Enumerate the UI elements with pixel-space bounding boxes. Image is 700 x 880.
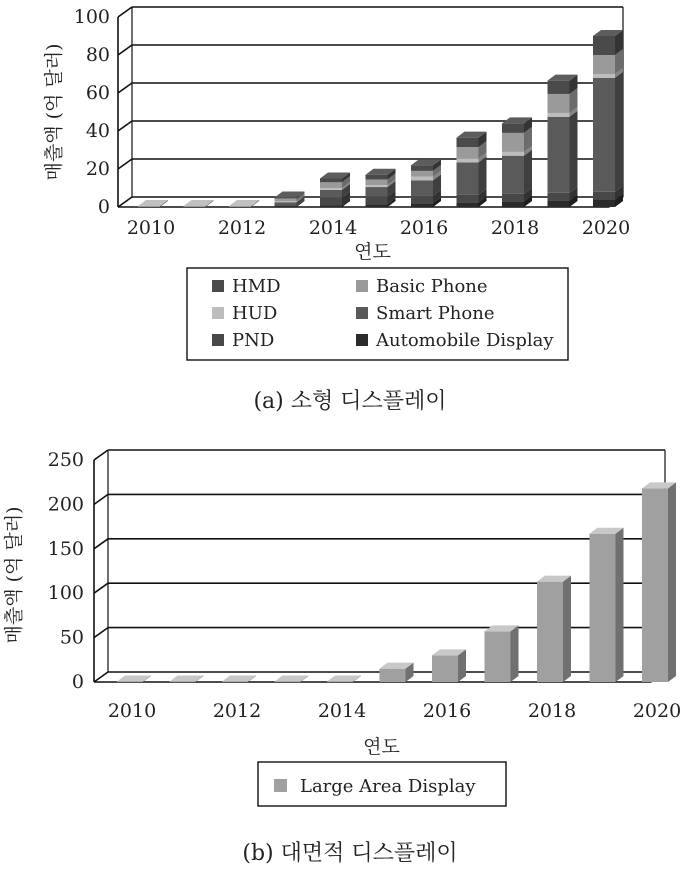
bar-front (593, 36, 615, 55)
bar-front (320, 198, 342, 206)
bar-side (668, 482, 676, 682)
bar-side (511, 625, 519, 682)
x-tick-label: 2014 (308, 217, 358, 239)
legend-swatch (356, 307, 368, 319)
bar-front (411, 203, 433, 207)
bar-front (275, 682, 301, 683)
y-tick-label: 250 (47, 449, 84, 471)
gridline-diag (94, 583, 108, 593)
bar-segment-large-area-display (590, 528, 624, 682)
bar-front (411, 180, 433, 195)
bar-front (320, 190, 342, 198)
x-tick-label: 2010 (107, 700, 157, 722)
bar-front (457, 195, 479, 203)
gridline-diag (94, 450, 108, 460)
bar-front (366, 204, 388, 207)
bar-front (366, 185, 388, 187)
y-axis-label: 매출액 (억 달러) (43, 43, 65, 181)
bar-top (327, 676, 361, 682)
bar-segment-large-area-display (642, 482, 676, 682)
bar-segment-large-area-display (537, 576, 571, 682)
bar-front (320, 182, 342, 188)
bar-front (138, 206, 160, 207)
bar-front (548, 193, 570, 201)
chart-panel-a (42, 6, 630, 414)
bar-front (411, 171, 433, 177)
x-tick-label: 2020 (632, 700, 682, 722)
bar-front (548, 94, 570, 113)
bar-front (327, 682, 353, 683)
bar-front (275, 202, 297, 205)
bar-front (366, 179, 388, 185)
gridline-diag (118, 83, 132, 93)
x-tick-label: 2018 (527, 700, 577, 722)
x-tick-label: 2012 (217, 217, 267, 239)
legend (258, 762, 506, 806)
figure-caption: (a) 소형 디스플레이 (253, 389, 447, 414)
y-tick-label: 150 (47, 537, 84, 560)
bar-front (502, 201, 524, 207)
y-tick-label: 200 (47, 493, 84, 516)
bar-front (320, 205, 342, 207)
y-tick-label: 80 (85, 44, 110, 66)
bar-front (593, 55, 615, 74)
legend-label: HUD (232, 303, 278, 324)
gridline-diag (118, 121, 132, 131)
bar-front (366, 187, 388, 197)
bar-front (457, 147, 479, 158)
gridline-diag (118, 197, 132, 207)
bar-front (590, 534, 616, 682)
legend-label: HMD (232, 276, 281, 297)
bar-top (184, 200, 214, 206)
figure-caption: (b) 대면적 디스플레이 (242, 841, 458, 866)
gridline-diag (118, 159, 132, 169)
bar-front (593, 192, 615, 200)
bar-front (593, 78, 615, 192)
x-tick-label: 2018 (490, 217, 540, 239)
y-tick-label: 60 (85, 82, 110, 104)
bar-front (411, 177, 433, 181)
bar-front (432, 655, 458, 682)
bar-front (366, 197, 388, 205)
bar-front (229, 206, 251, 207)
bar-front (275, 201, 297, 202)
bar-front (457, 202, 479, 207)
bar-top (275, 676, 309, 682)
legend-swatch (356, 334, 368, 346)
gridline-diag (94, 628, 108, 638)
legend-label: Smart Phone (376, 303, 495, 324)
bar-front (502, 156, 524, 194)
bar-front (457, 138, 479, 148)
bar-segment-large-area-display (485, 625, 519, 682)
gridline-diag (94, 494, 108, 504)
bar-front (502, 133, 524, 152)
bar-side (563, 576, 571, 682)
x-axis-label: 연도 (363, 736, 400, 758)
y-axis-label: 매출액 (억 달러) (3, 506, 25, 644)
y-tick-label: 40 (85, 120, 110, 142)
legend-swatch (212, 334, 224, 346)
bar-front (275, 198, 297, 199)
bar-front (642, 488, 668, 682)
legend (187, 268, 568, 360)
bar-front (502, 152, 524, 156)
bar-front (170, 682, 196, 683)
bar-front (411, 196, 433, 204)
legend-label: Basic Phone (376, 276, 488, 297)
bar-side (479, 156, 487, 194)
bar-side (616, 528, 624, 682)
x-axis-label: 연도 (354, 241, 391, 263)
bar-front (222, 682, 248, 683)
gridline-diag (118, 45, 132, 55)
bar-front (548, 81, 570, 94)
bar-top (222, 676, 256, 682)
bar-front (502, 194, 524, 202)
bar-top (170, 676, 204, 682)
bar-top (138, 200, 168, 206)
bar-front (457, 162, 479, 194)
bar-front (593, 199, 615, 207)
bar-segment-smart-phone (593, 72, 623, 192)
bar-front (366, 175, 388, 180)
bar-side (524, 150, 532, 194)
x-tick-label: 2012 (212, 700, 262, 722)
bar-front (548, 117, 570, 193)
bar-segment-smart-phone (502, 150, 532, 194)
legend-swatch (212, 280, 224, 292)
bar-front (548, 200, 570, 207)
bar-side (615, 72, 623, 192)
bar-front (548, 113, 570, 117)
legend-label: PND (232, 330, 275, 351)
bar-front (117, 682, 143, 683)
legend-swatch (274, 779, 287, 792)
bar-front (537, 582, 563, 682)
bar-front (320, 179, 342, 183)
y-tick-label: 100 (73, 6, 110, 28)
gridline-diag (118, 7, 132, 17)
bar-front (184, 206, 206, 207)
bar-front (275, 198, 297, 201)
bar-front (502, 123, 524, 132)
legend-swatch (212, 307, 224, 319)
legend-swatch (356, 280, 368, 292)
y-tick-label: 50 (59, 626, 84, 649)
bar-front (593, 74, 615, 78)
x-tick-label: 2016 (422, 700, 472, 722)
bar-front (457, 159, 479, 163)
y-tick-label: 0 (97, 196, 110, 218)
x-tick-label: 2014 (317, 700, 367, 722)
bar-side (570, 111, 578, 193)
bar-front (320, 188, 342, 190)
legend-label: Automobile Display (376, 330, 554, 351)
bar-front (380, 669, 406, 682)
y-tick-label: 0 (71, 671, 84, 693)
x-tick-label: 2016 (399, 217, 449, 239)
bar-top (229, 200, 259, 206)
bar-top (117, 676, 151, 682)
y-tick-label: 20 (85, 158, 110, 180)
bar-front (275, 206, 297, 207)
legend-label: Large Area Display (300, 776, 476, 797)
bar-front (485, 631, 511, 682)
bar-front (411, 165, 433, 171)
bar-front (275, 205, 297, 206)
x-tick-label: 2010 (126, 217, 176, 239)
bar-segment-smart-phone (548, 111, 578, 193)
x-tick-label: 2020 (581, 217, 631, 239)
gridline-diag (94, 672, 108, 682)
gridline-diag (94, 539, 108, 549)
chart-panel-b (2, 449, 681, 866)
y-tick-label: 100 (47, 582, 84, 605)
